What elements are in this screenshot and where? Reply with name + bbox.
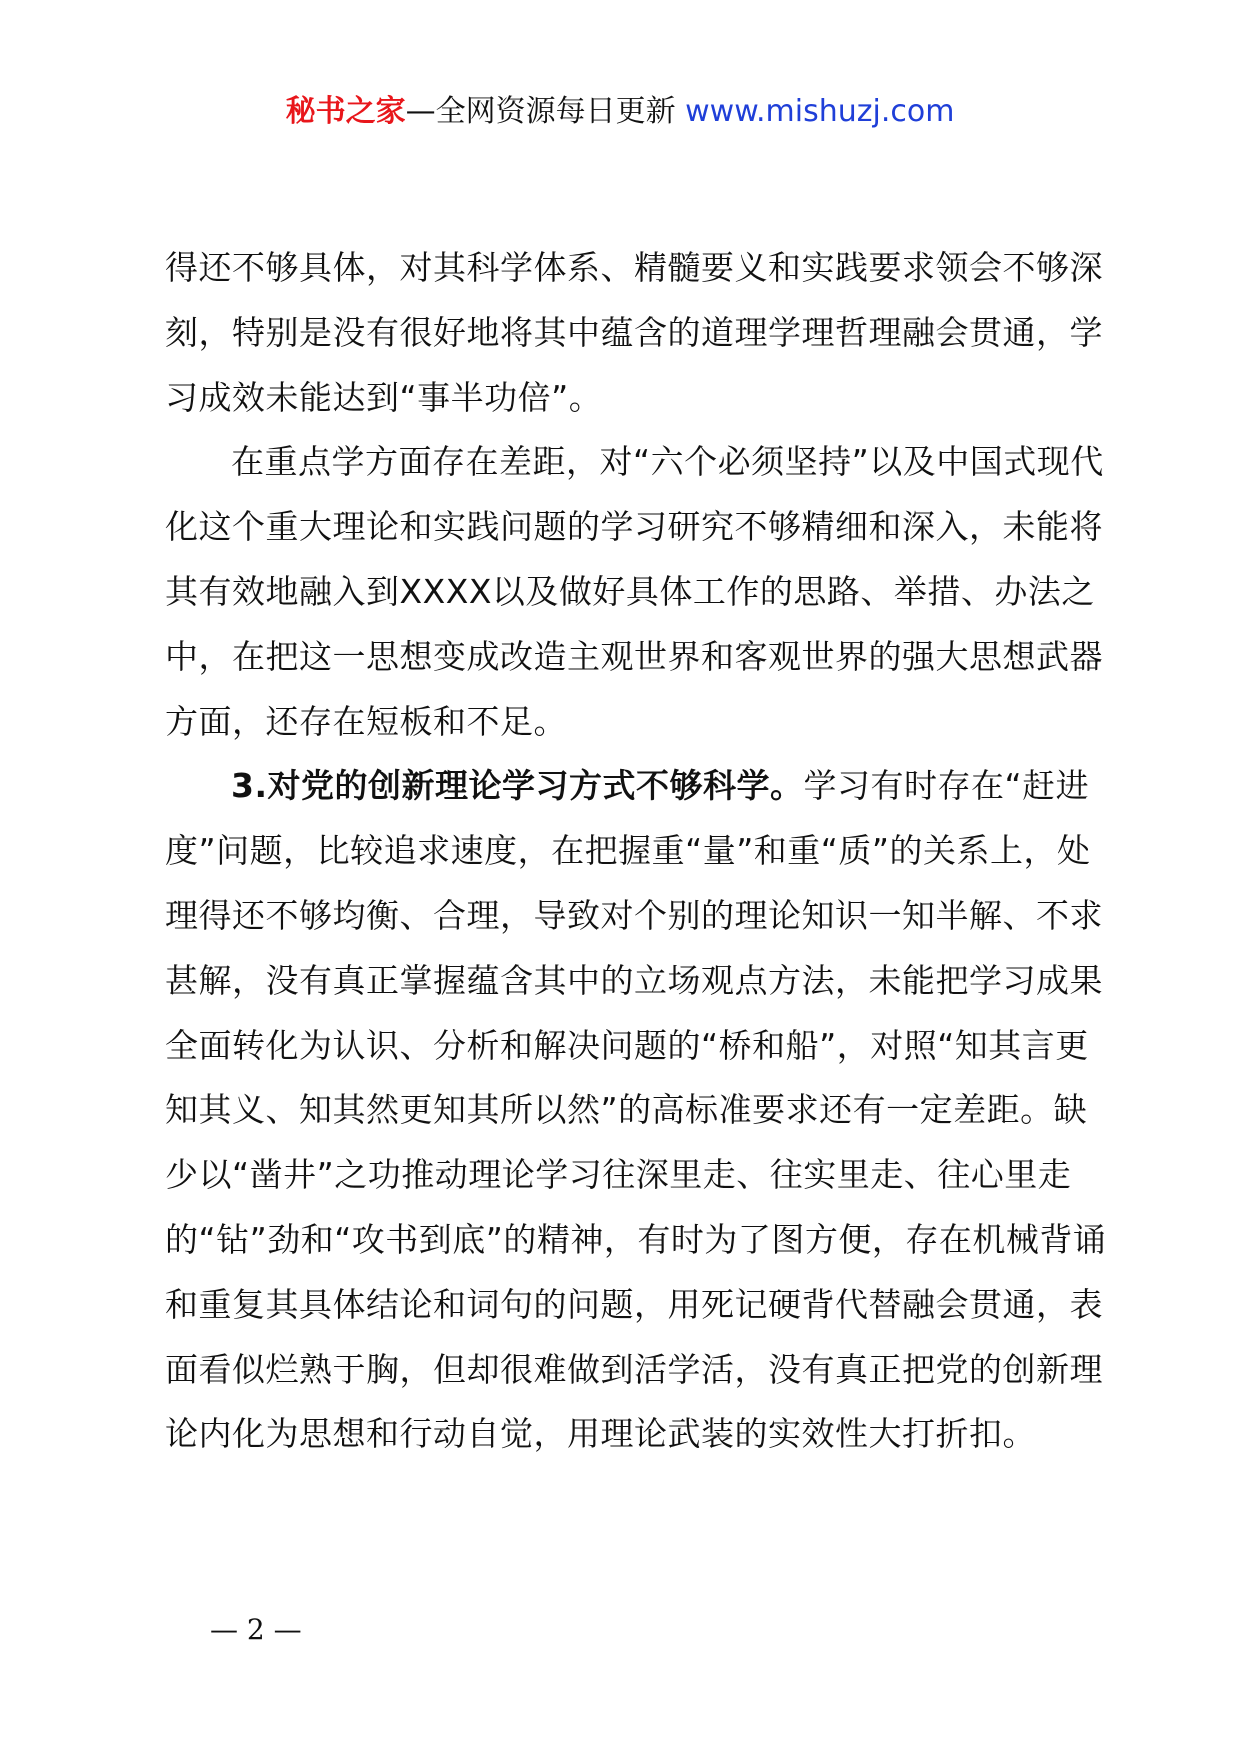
paragraph-2: 在重点学方面存在差距，对“六个必须坚持”以及中国式现代化这个重大理论和实践问题的学习研究不够精细和深入，未能将其有效地融入到XXXX以及做好具体工作的思路、举措、办法之中，在把这一思想变成改造主观世界和客观世界的强大思想武器方面，还存在短板和不足。 bbox=[165, 442, 1104, 741]
site-header bbox=[0, 90, 1240, 134]
paragraph-1: 得还不够具体，对其科学体系、精髓要义和实践要求领会不够深刻，特别是没有很好地将其中蕴含的道理学理哲理融会贯通，学习成效未能达到“事半功倍”。 bbox=[165, 248, 1103, 417]
paragraph-3-body: 学习有时存在“赶进度”问题，比较追求速度，在把握重“量”和重“质”的关系上，处理得还不够均衡、合理，导致对个别的理论知识一知半解、不求甚解，没有真正掌握蕴含其中的立场观点方法，未能把学习成果全面转化为认识、分析和解决问题的“桥和船”，对照“知其言更知其义、知其然更知其所以然”的高标准要求还有一定差距。缺少以“凿井”之功推动理论学习往深里走、往实里走、往心里走的“钻”劲和“攻书到底”的精神，有时为了图方便，存在机械背诵和重复其具体结论和词句的问题，用死记硬背代替融会贯通，表面看似烂熟于胸，但却很难做到活学活，没有真正把党的创新理论内化为思想和行动自觉，用理论武装的实效性大打折扣。 bbox=[165, 766, 1107, 1454]
paragraph-3 bbox=[165, 754, 1120, 1467]
site-url-link[interactable]: www.mishuzj.com bbox=[685, 94, 955, 129]
site-tagline: —全网资源每日更新 bbox=[405, 94, 676, 129]
brand-name: 秘书之家 bbox=[285, 94, 406, 129]
page-number: — 2 — bbox=[210, 1613, 302, 1646]
document-body bbox=[165, 236, 1120, 1467]
paragraph-3-heading: 3.对党的创新理论学习方式不够科学。 bbox=[231, 766, 804, 806]
